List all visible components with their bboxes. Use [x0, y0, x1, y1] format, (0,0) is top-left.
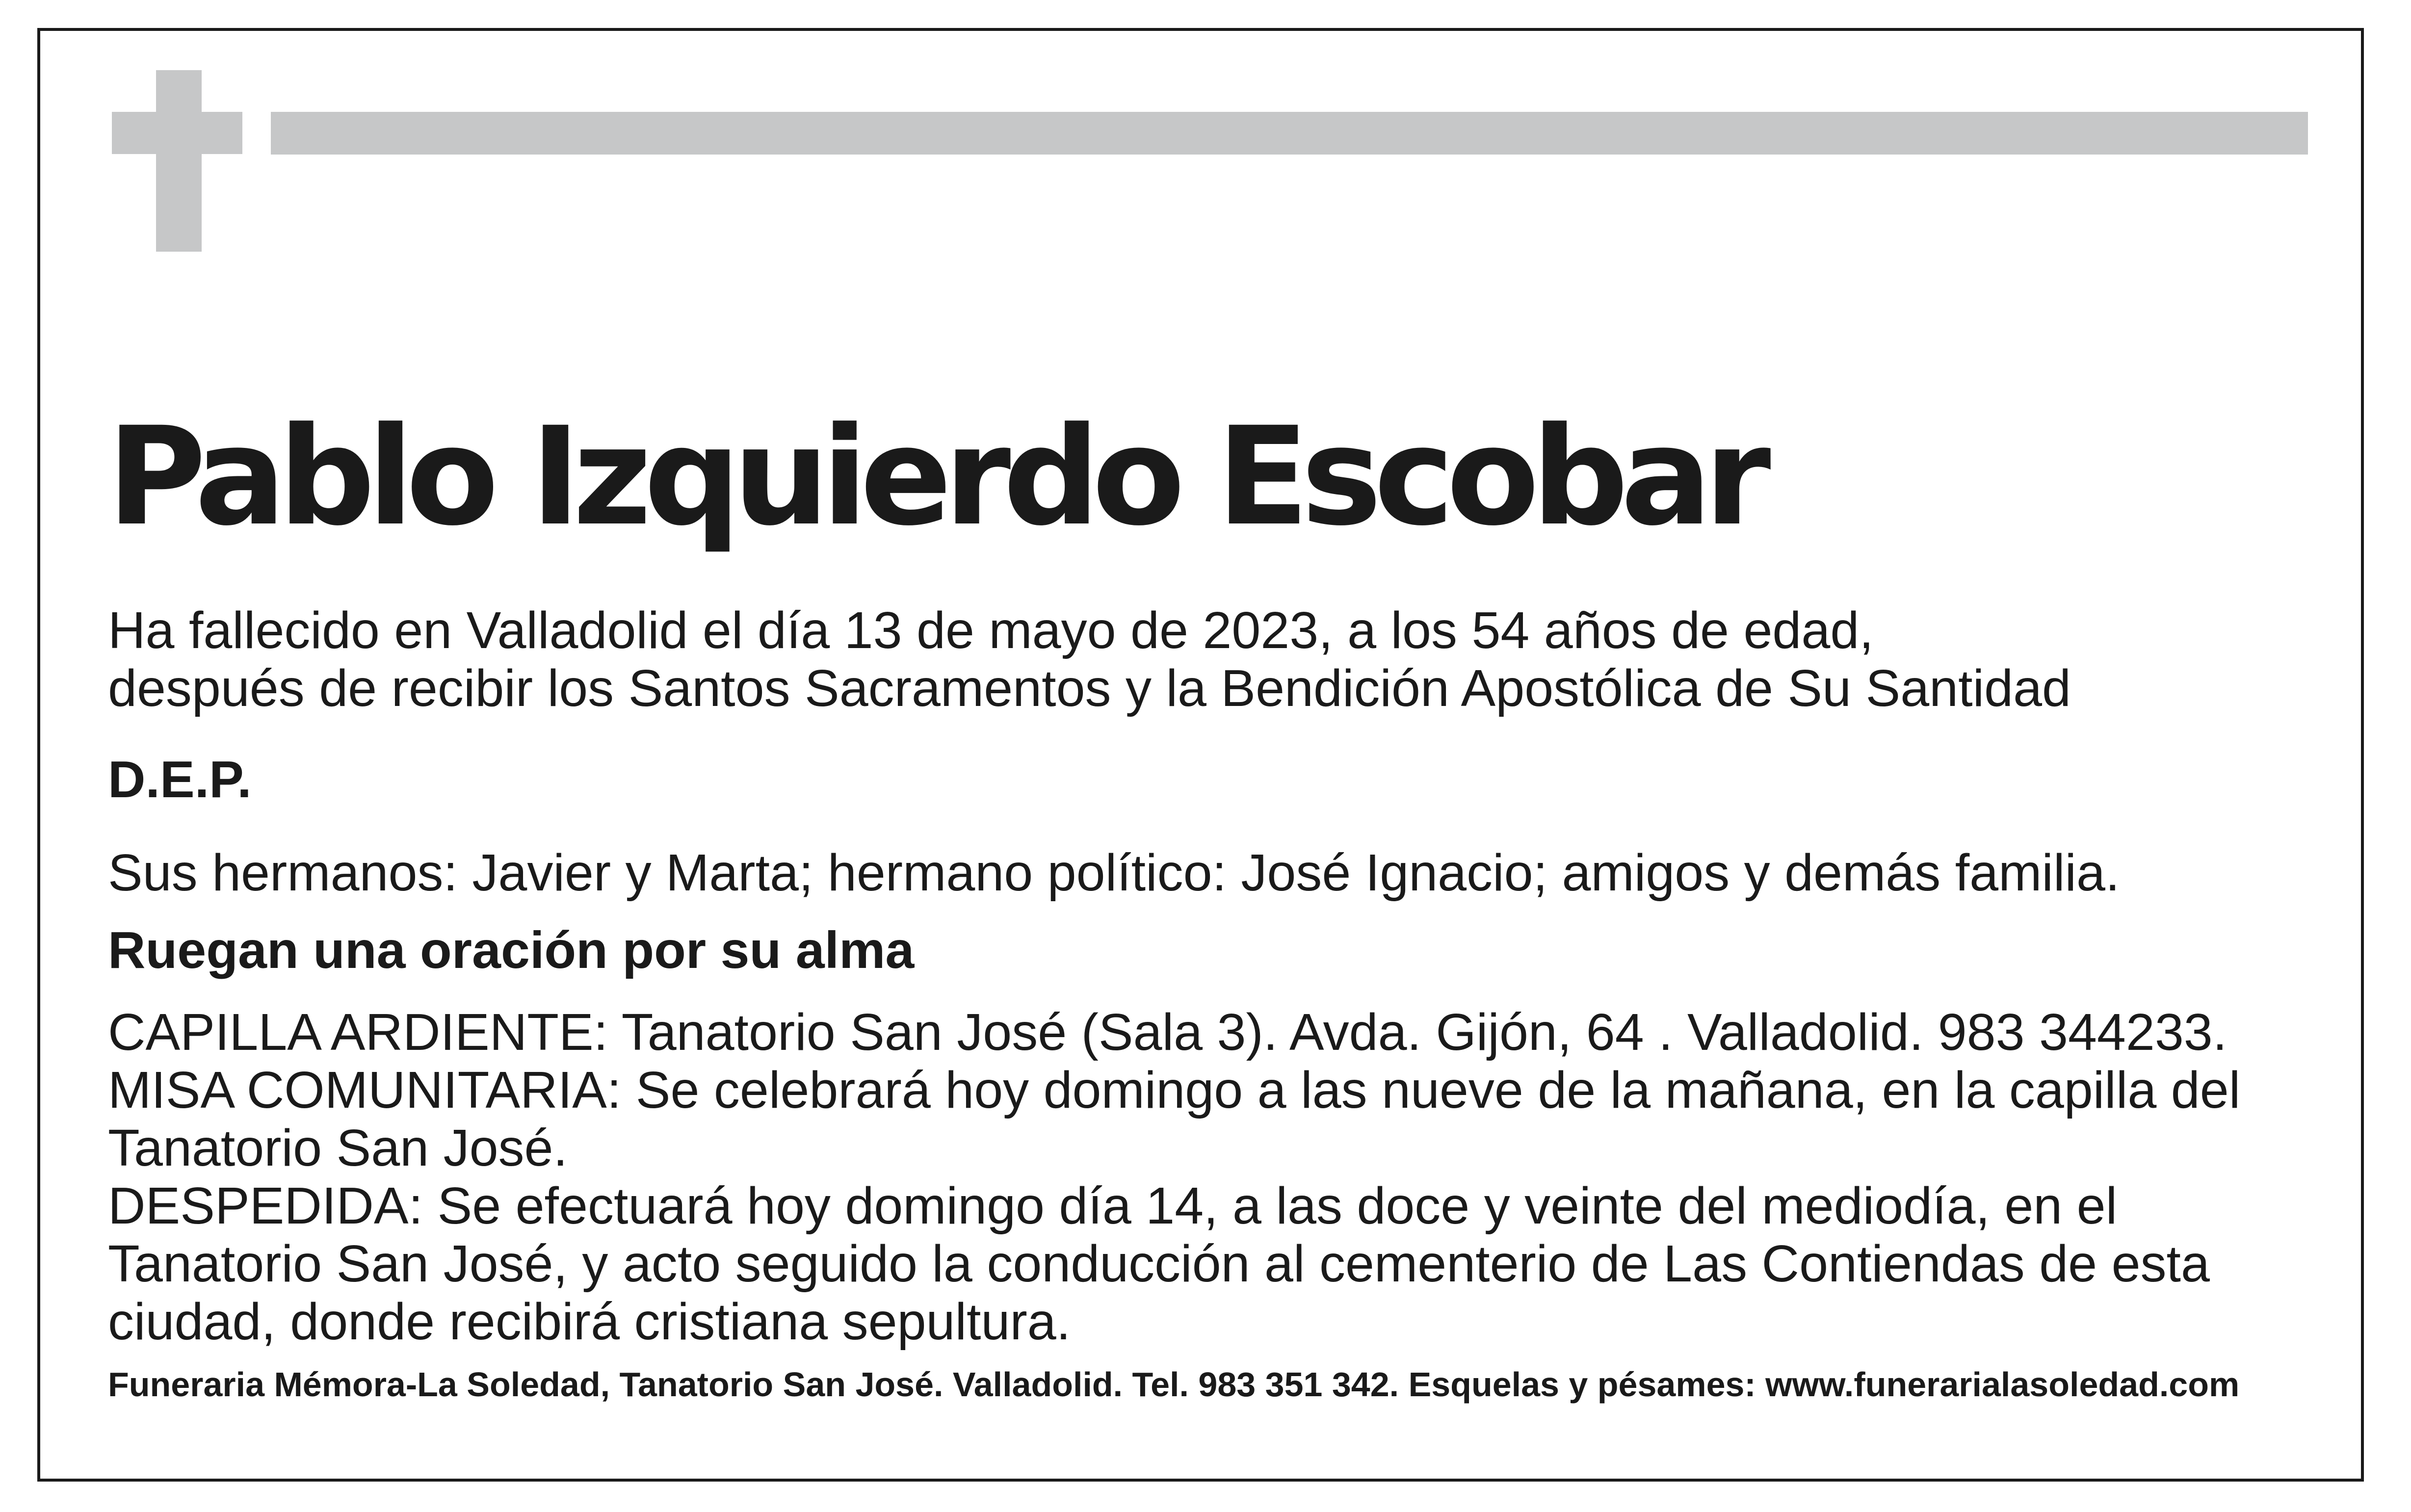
detail-line: DESPEDIDA: Se efectuará hoy domingo día 14, a las doce y veinte del mediodía, en el	[108, 1177, 2118, 1235]
rip-label: D.E.P.	[108, 751, 252, 808]
announcement-line-2: después de recibir los Santos Sacramentos y la Bendición Apostólica de Su Santidad	[108, 659, 2071, 717]
announcement-line-1: Ha fallecido en Valladolid el día 13 de mayo de 2023, a los 54 años de edad,	[108, 601, 1874, 659]
header-bar	[271, 112, 2308, 155]
detail-line: CAPILLA ARDIENTE: Tanatorio San José (Sala 3). Avda. Gijón, 64 . Valladolid. 983 344233.	[108, 1003, 2228, 1061]
detail-line: Tanatorio San José.	[108, 1119, 568, 1177]
detail-line: Tanatorio San José, y acto seguido la conducción al cementerio de Las Contiendas de esta	[108, 1235, 2210, 1293]
family-text: Sus hermanos: Javier y Marta; hermano político: José Ignacio; amigos y demás familia.	[108, 844, 2120, 902]
detail-line: ciudad, donde recibirá cristiana sepultura.	[108, 1293, 1071, 1351]
prayer-request: Ruegan una oración por su alma	[108, 921, 915, 979]
funeral-home-footer: Funeraria Mémora-La Soledad, Tanatorio San José. Valladolid. Tel. 983 351 342. Esquelas y pésames: www.funerarialasoledad.com	[108, 1365, 2240, 1404]
deceased-name: Pablo Izquierdo Escobar	[107, 398, 1763, 556]
detail-line: MISA COMUNITARIA: Se celebrará hoy domingo a las nueve de la mañana, en la capilla del	[108, 1061, 2241, 1119]
cross-icon-arm	[112, 112, 242, 154]
cross-icon	[156, 70, 202, 252]
